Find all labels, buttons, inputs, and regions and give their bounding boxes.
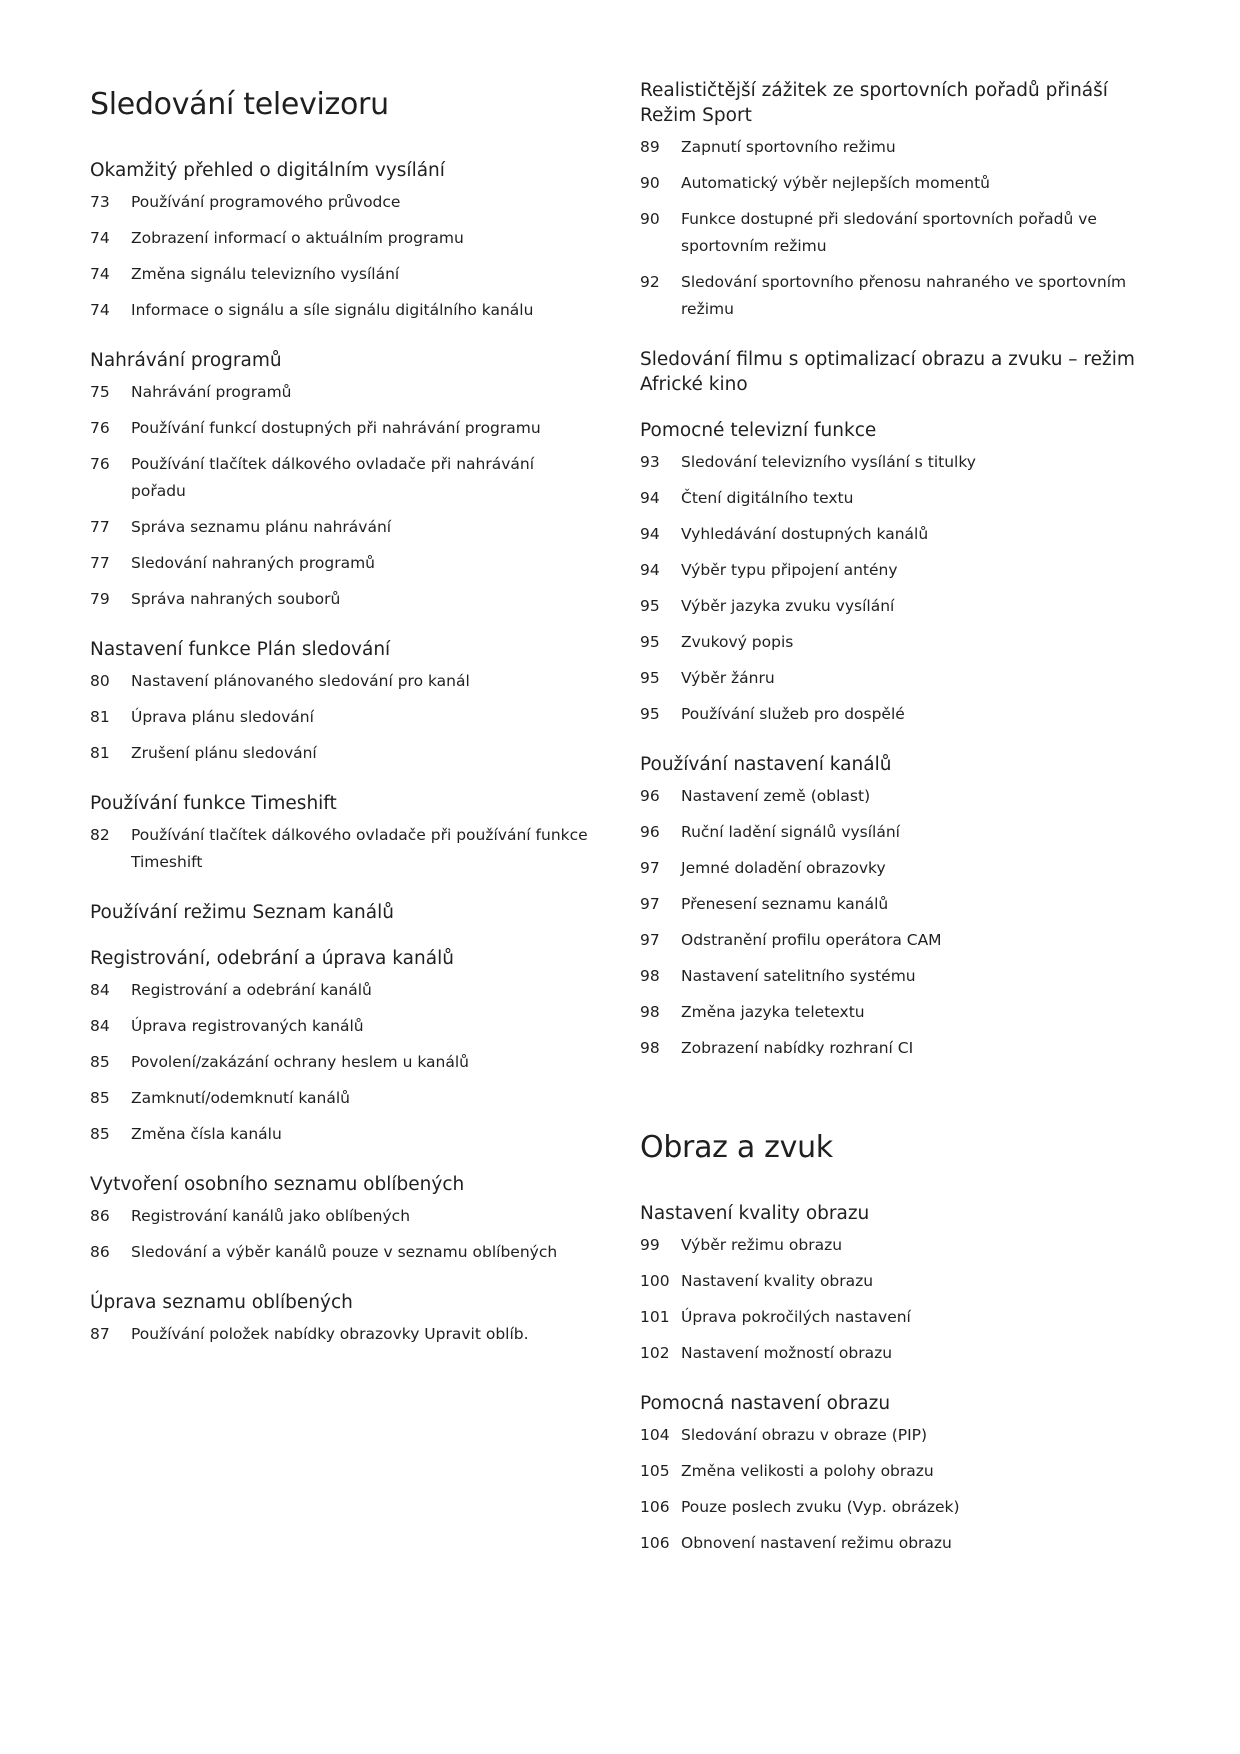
page-number: 106 — [640, 1534, 670, 1552]
toc-entry[interactable] — [640, 1268, 1160, 1304]
right-toc-sections-bottom — [640, 1201, 1160, 1566]
toc-section — [90, 931, 590, 1157]
section-title[interactable]: Používání funkce Timeshift — [90, 793, 337, 814]
chapter-title: Sledování televizoru — [90, 87, 389, 122]
page-number: 90 — [640, 210, 660, 228]
toc-section — [640, 1201, 1160, 1376]
toc-section — [90, 158, 590, 333]
toc-entry[interactable] — [90, 415, 590, 451]
page-number: 86 — [90, 1243, 110, 1261]
entry-title: Sledování nahraných programů — [131, 554, 376, 572]
entry-title: Změna velikosti a polohy obrazu — [681, 1462, 934, 1480]
entry-title: Funkce dostupné při sledování sportovních pořadů ve sportovním režimu — [681, 210, 1097, 255]
section-title[interactable]: Nahrávání programů — [90, 350, 282, 371]
page-number: 85 — [90, 1125, 110, 1143]
page-number: 105 — [640, 1462, 670, 1480]
page-number: 94 — [640, 525, 660, 543]
entry-title: Výběr jazyka zvuku vysílání — [681, 597, 895, 615]
entry-title: Odstranění profilu operátora CAM — [681, 931, 942, 949]
toc-entry[interactable] — [640, 206, 1160, 269]
entry-title: Sledování a výběr kanálů pouze v seznamu oblíbených — [131, 1243, 558, 1261]
page-number: 96 — [640, 823, 660, 841]
page-number: 99 — [640, 1236, 660, 1254]
toc-entry[interactable] — [640, 783, 1160, 819]
page-number: 95 — [640, 633, 660, 651]
page-number: 93 — [640, 453, 660, 471]
toc-entry[interactable] — [90, 1203, 590, 1239]
entry-title: Vyhledávání dostupných kanálů — [681, 525, 929, 543]
toc-entry[interactable] — [90, 297, 590, 333]
entry-title: Změna jazyka teletextu — [681, 1003, 865, 1021]
entry-title: Obnovení nastavení režimu obrazu — [681, 1534, 952, 1552]
toc-entry[interactable] — [90, 1013, 590, 1049]
toc-section — [90, 1275, 590, 1357]
toc-entry[interactable] — [90, 550, 590, 586]
entry-title: Změna čísla kanálu — [131, 1125, 282, 1143]
entry-title: Nastavení plánovaného sledování pro kanál — [131, 672, 470, 690]
page-number: 106 — [640, 1498, 670, 1516]
entry-title: Výběr režimu obrazu — [681, 1236, 843, 1254]
toc-entry[interactable] — [90, 1121, 590, 1157]
section-title[interactable]: Pomocné televizní funkce — [640, 420, 877, 441]
toc-entry[interactable] — [90, 189, 590, 225]
toc-entry[interactable] — [640, 665, 1160, 701]
toc-entry[interactable] — [640, 593, 1160, 629]
toc-entry[interactable] — [90, 822, 590, 885]
entry-title: Automatický výběr nejlepších momentů — [681, 174, 990, 192]
page-number: 97 — [640, 859, 660, 877]
entry-title: Používání programového průvodce — [131, 193, 401, 211]
toc-section — [90, 776, 590, 885]
toc-entry[interactable] — [90, 514, 590, 550]
toc-entry[interactable] — [90, 704, 590, 740]
section-title[interactable]: Okamžitý přehled o digitálním vysílání — [90, 160, 445, 181]
toc-entry[interactable] — [90, 1049, 590, 1085]
toc-entry[interactable] — [640, 1494, 1160, 1530]
entry-title: Sledování sportovního přenosu nahraného ve sportovním režimu — [681, 273, 1127, 318]
entry-title: Nastavení možností obrazu — [681, 1344, 893, 1362]
toc-entry[interactable] — [640, 629, 1160, 665]
entry-title: Sledování televizního vysílání s titulky — [681, 453, 976, 471]
page-number: 104 — [640, 1426, 670, 1444]
page-number: 95 — [640, 669, 660, 687]
toc-entry[interactable] — [640, 134, 1160, 170]
page-number: 87 — [90, 1325, 110, 1343]
page-number: 101 — [640, 1308, 670, 1326]
entry-title: Zrušení plánu sledování — [131, 744, 317, 762]
toc-entry[interactable] — [90, 261, 590, 297]
toc-entry[interactable] — [640, 855, 1160, 891]
page-number: 74 — [90, 265, 110, 283]
entry-title: Používání tlačítek dálkového ovladače při nahrávání pořadu — [131, 455, 535, 500]
entry-title: Správa nahraných souborů — [131, 590, 341, 608]
left-toc-sections — [90, 158, 590, 1357]
entry-title: Ruční ladění signálů vysílání — [681, 823, 900, 841]
toc-section — [640, 737, 1160, 1071]
page-number: 74 — [90, 301, 110, 319]
toc-entry[interactable] — [640, 1530, 1160, 1566]
toc-entry[interactable] — [640, 1304, 1160, 1340]
toc-entry[interactable] — [640, 1340, 1160, 1376]
entry-title: Čtení digitálního textu — [681, 489, 854, 507]
toc-entry[interactable] — [640, 557, 1160, 593]
page-number: 73 — [90, 193, 110, 211]
page-number: 89 — [640, 138, 660, 156]
section-title[interactable]: Používání režimu Seznam kanálů — [90, 902, 394, 923]
entry-title: Používání služeb pro dospělé — [681, 705, 905, 723]
toc-entry[interactable] — [90, 977, 590, 1013]
section-title[interactable]: Pomocná nastavení obrazu — [640, 1393, 891, 1414]
toc-entry[interactable] — [640, 521, 1160, 557]
page-number: 94 — [640, 561, 660, 579]
page-number: 97 — [640, 895, 660, 913]
entry-title: Zobrazení nabídky rozhraní CI — [681, 1039, 914, 1057]
page-number: 85 — [90, 1089, 110, 1107]
toc-entry[interactable] — [640, 170, 1160, 206]
page-number: 86 — [90, 1207, 110, 1225]
section-title[interactable]: Úprava seznamu oblíbených — [90, 1292, 353, 1313]
page-number: 92 — [640, 273, 660, 291]
toc-entry[interactable] — [640, 1458, 1160, 1494]
toc-entry[interactable] — [90, 586, 590, 622]
section-title[interactable]: Sledování filmu s optimalizací obrazu a zvuku – režim Africké kino — [640, 349, 1135, 395]
toc-entry[interactable] — [90, 740, 590, 776]
entry-title: Změna signálu televizního vysílání — [131, 265, 400, 283]
page-number: 98 — [640, 1039, 660, 1057]
entry-title: Nahrávání programů — [131, 383, 292, 401]
right-toc-sections-top — [640, 78, 1160, 1071]
toc-section — [90, 333, 590, 622]
section-title[interactable]: Nastavení kvality obrazu — [640, 1203, 870, 1224]
entry-title: Používání tlačítek dálkového ovladače při používání funkce Timeshift — [131, 826, 588, 871]
entry-title: Úprava registrovaných kanálů — [131, 1017, 364, 1035]
entry-title: Zobrazení informací o aktuálním programu — [131, 229, 464, 247]
page-number: 84 — [90, 1017, 110, 1035]
left-column — [90, 78, 590, 1357]
page-number: 97 — [640, 931, 660, 949]
toc-entry[interactable] — [90, 1085, 590, 1121]
page-number: 90 — [640, 174, 660, 192]
page-number: 85 — [90, 1053, 110, 1071]
toc-entry[interactable] — [90, 1321, 590, 1357]
toc-entry[interactable] — [640, 701, 1160, 737]
toc-entry[interactable] — [640, 999, 1160, 1035]
page-number: 96 — [640, 787, 660, 805]
toc-entry[interactable] — [90, 379, 590, 415]
section-title[interactable]: Registrování, odebrání a úprava kanálů — [90, 948, 454, 969]
entry-title: Výběr žánru — [681, 669, 775, 687]
page-number: 77 — [90, 518, 110, 536]
right-column — [640, 78, 1160, 1566]
entry-title: Nastavení země (oblast) — [681, 787, 871, 805]
page-number: 79 — [90, 590, 110, 608]
toc-entry[interactable] — [90, 668, 590, 704]
page-number: 75 — [90, 383, 110, 401]
toc-section — [640, 403, 1160, 737]
page-number: 77 — [90, 554, 110, 572]
entry-title: Úprava plánu sledování — [131, 708, 314, 726]
toc-entry[interactable] — [640, 1232, 1160, 1268]
entry-title: Používání funkcí dostupných při nahrávání programu — [131, 419, 541, 437]
section-title[interactable]: Vytvoření osobního seznamu oblíbených — [90, 1174, 465, 1195]
toc-entry[interactable] — [90, 225, 590, 261]
page-number: 76 — [90, 419, 110, 437]
page-number: 95 — [640, 597, 660, 615]
toc-entry[interactable] — [90, 1239, 590, 1275]
toc-section — [90, 885, 590, 931]
toc-entry[interactable] — [640, 819, 1160, 855]
entry-title: Výběr typu připojení antény — [681, 561, 898, 579]
toc-section — [640, 332, 1160, 403]
page-number: 76 — [90, 455, 110, 473]
toc-section — [640, 1376, 1160, 1566]
entry-title: Přenesení seznamu kanálů — [681, 895, 889, 913]
page-number: 81 — [90, 744, 110, 762]
toc-entry[interactable] — [640, 1035, 1160, 1071]
toc-entry[interactable] — [640, 963, 1160, 999]
entry-title: Jemné doladění obrazovky — [681, 859, 886, 877]
section-title[interactable]: Realističtější zážitek ze sportovních pořadů přináší Režim Sport — [640, 80, 1108, 126]
entry-title: Úprava pokročilých nastavení — [681, 1308, 911, 1326]
page-number: 80 — [90, 672, 110, 690]
entry-title: Nastavení kvality obrazu — [681, 1272, 874, 1290]
page-number: 102 — [640, 1344, 670, 1362]
page-number: 98 — [640, 1003, 660, 1021]
entry-title: Zvukový popis — [681, 633, 794, 651]
toc-entry[interactable] — [90, 451, 590, 514]
toc-entry[interactable] — [640, 485, 1160, 521]
entry-title: Registrování kanálů jako oblíbených — [131, 1207, 411, 1225]
entry-title: Povolení/zakázání ochrany heslem u kanálů — [131, 1053, 469, 1071]
page-number: 98 — [640, 967, 660, 985]
entry-title: Pouze poslech zvuku (Vyp. obrázek) — [681, 1498, 960, 1516]
page-number: 94 — [640, 489, 660, 507]
toc-entry[interactable] — [640, 927, 1160, 963]
toc-section — [90, 622, 590, 776]
entry-title: Zapnutí sportovního režimu — [681, 138, 896, 156]
toc-section — [640, 78, 1160, 332]
entry-title: Používání položek nabídky obrazovky Upravit oblíb. — [131, 1325, 529, 1343]
entry-title: Registrování a odebrání kanálů — [131, 981, 372, 999]
toc-entry[interactable] — [640, 269, 1160, 332]
entry-title: Správa seznamu plánu nahrávání — [131, 518, 392, 536]
page-number: 74 — [90, 229, 110, 247]
entry-title: Sledování obrazu v obraze (PIP) — [681, 1426, 928, 1444]
page-number: 81 — [90, 708, 110, 726]
page-number: 82 — [90, 826, 110, 844]
section-title[interactable]: Nastavení funkce Plán sledování — [90, 639, 391, 660]
page-number: 84 — [90, 981, 110, 999]
chapter-title-2: Obraz a zvuk — [640, 1130, 833, 1165]
entry-title: Nastavení satelitního systému — [681, 967, 916, 985]
page-number: 95 — [640, 705, 660, 723]
page-number: 100 — [640, 1272, 670, 1290]
section-title[interactable]: Používání nastavení kanálů — [640, 754, 892, 775]
entry-title: Zamknutí/odemknutí kanálů — [131, 1089, 350, 1107]
toc-entry[interactable] — [640, 891, 1160, 927]
toc-entry[interactable] — [640, 449, 1160, 485]
toc-section — [90, 1157, 590, 1275]
entry-title: Informace o signálu a síle signálu digitálního kanálu — [131, 301, 534, 319]
toc-entry[interactable] — [640, 1422, 1160, 1458]
